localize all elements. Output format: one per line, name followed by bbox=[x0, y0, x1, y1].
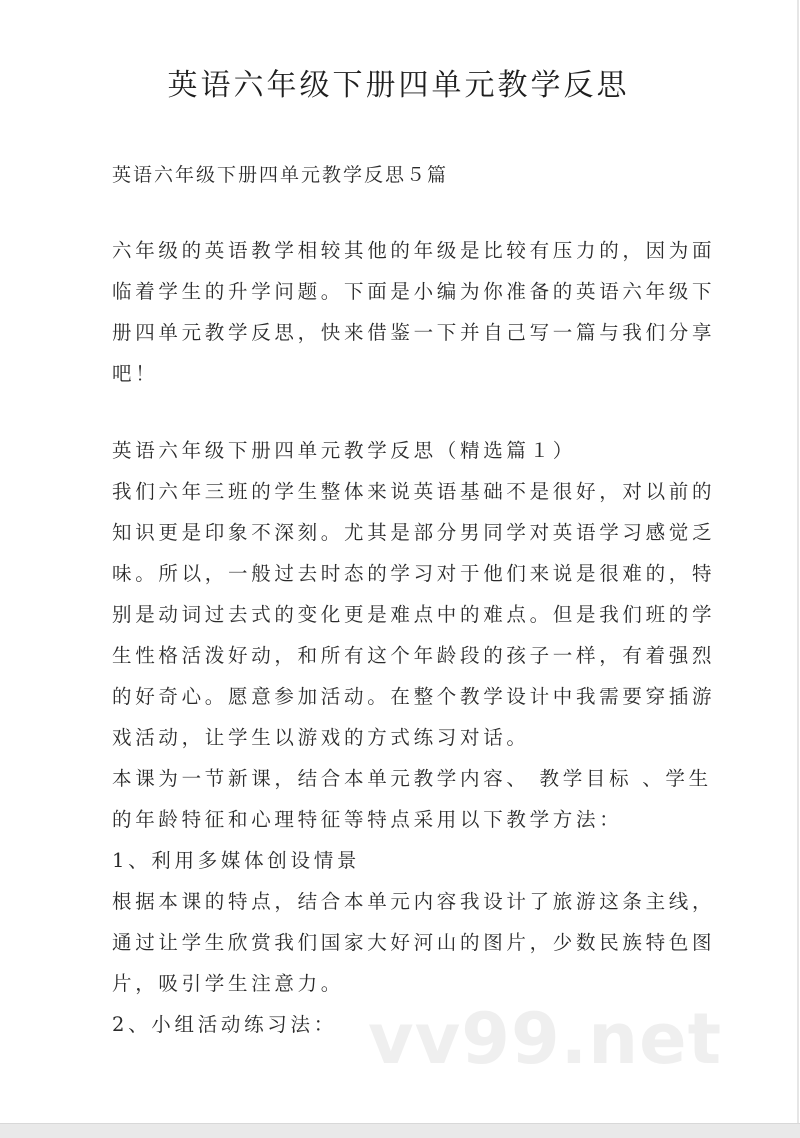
text-line: 根据本课的特点，结合本单元内容我设计了旅游这条主线， bbox=[112, 890, 716, 913]
document-subtitle: 英语六年级下册四单元教学反思５篇 bbox=[112, 164, 449, 186]
text-line: 册四单元教学反思，快来借鉴一下并自己写一篇与我们分享 bbox=[112, 321, 716, 344]
text-line: 生性格活泼好动，和所有这个年龄段的孩子一样，有着强烈 bbox=[112, 644, 716, 667]
text-line: 吧！ bbox=[112, 362, 159, 385]
text-line: 临着学生的升学问题。下面是小编为你准备的英语六年级下 bbox=[112, 280, 716, 303]
watermark: vv99.net bbox=[368, 998, 723, 1080]
text-line: 的好奇心。愿意参加活动。在整个教学设计中我需要穿插游 bbox=[112, 685, 716, 708]
document-title: 英语六年级下册四单元教学反思 bbox=[167, 68, 630, 103]
section-heading: 英语六年级下册四单元教学反思（精选篇１） bbox=[112, 439, 577, 462]
text-line: 本课为一节新课，结合本单元教学内容、 教学目标 、学生 bbox=[112, 767, 712, 790]
text-line: 的年龄特征和心理特征等特点采用以下教学方法： bbox=[112, 808, 623, 831]
page-bottom-edge bbox=[0, 1123, 800, 1138]
text-line: 我们六年三班的学生整体来说英语基础不是很好，对以前的 bbox=[112, 480, 716, 503]
text-line: 片，吸引学生注意力。 bbox=[112, 972, 345, 995]
text-line: 戏活动，让学生以游戏的方式练习对话。 bbox=[112, 726, 530, 749]
text-line: 知识更是印象不深刻。尤其是部分男同学对英语学习感觉乏 bbox=[112, 521, 716, 544]
text-line: 六年级的英语教学相较其他的年级是比较有压力的，因为面 bbox=[112, 239, 716, 262]
text-line: 味。所以，一般过去时态的学习对于他们来说是很难的，特 bbox=[112, 562, 716, 585]
intro-paragraph bbox=[112, 230, 716, 394]
list-heading: 2、小组活动练习法： bbox=[112, 1013, 337, 1036]
text-line: 别是动词过去式的变化更是难点中的难点。但是我们班的学 bbox=[112, 603, 716, 626]
list-heading: 1、利用多媒体创设情景 bbox=[112, 849, 361, 872]
body-section bbox=[112, 430, 716, 1045]
text-line: 通过让学生欣赏我们国家大好河山的图片，少数民族特色图 bbox=[112, 931, 716, 954]
